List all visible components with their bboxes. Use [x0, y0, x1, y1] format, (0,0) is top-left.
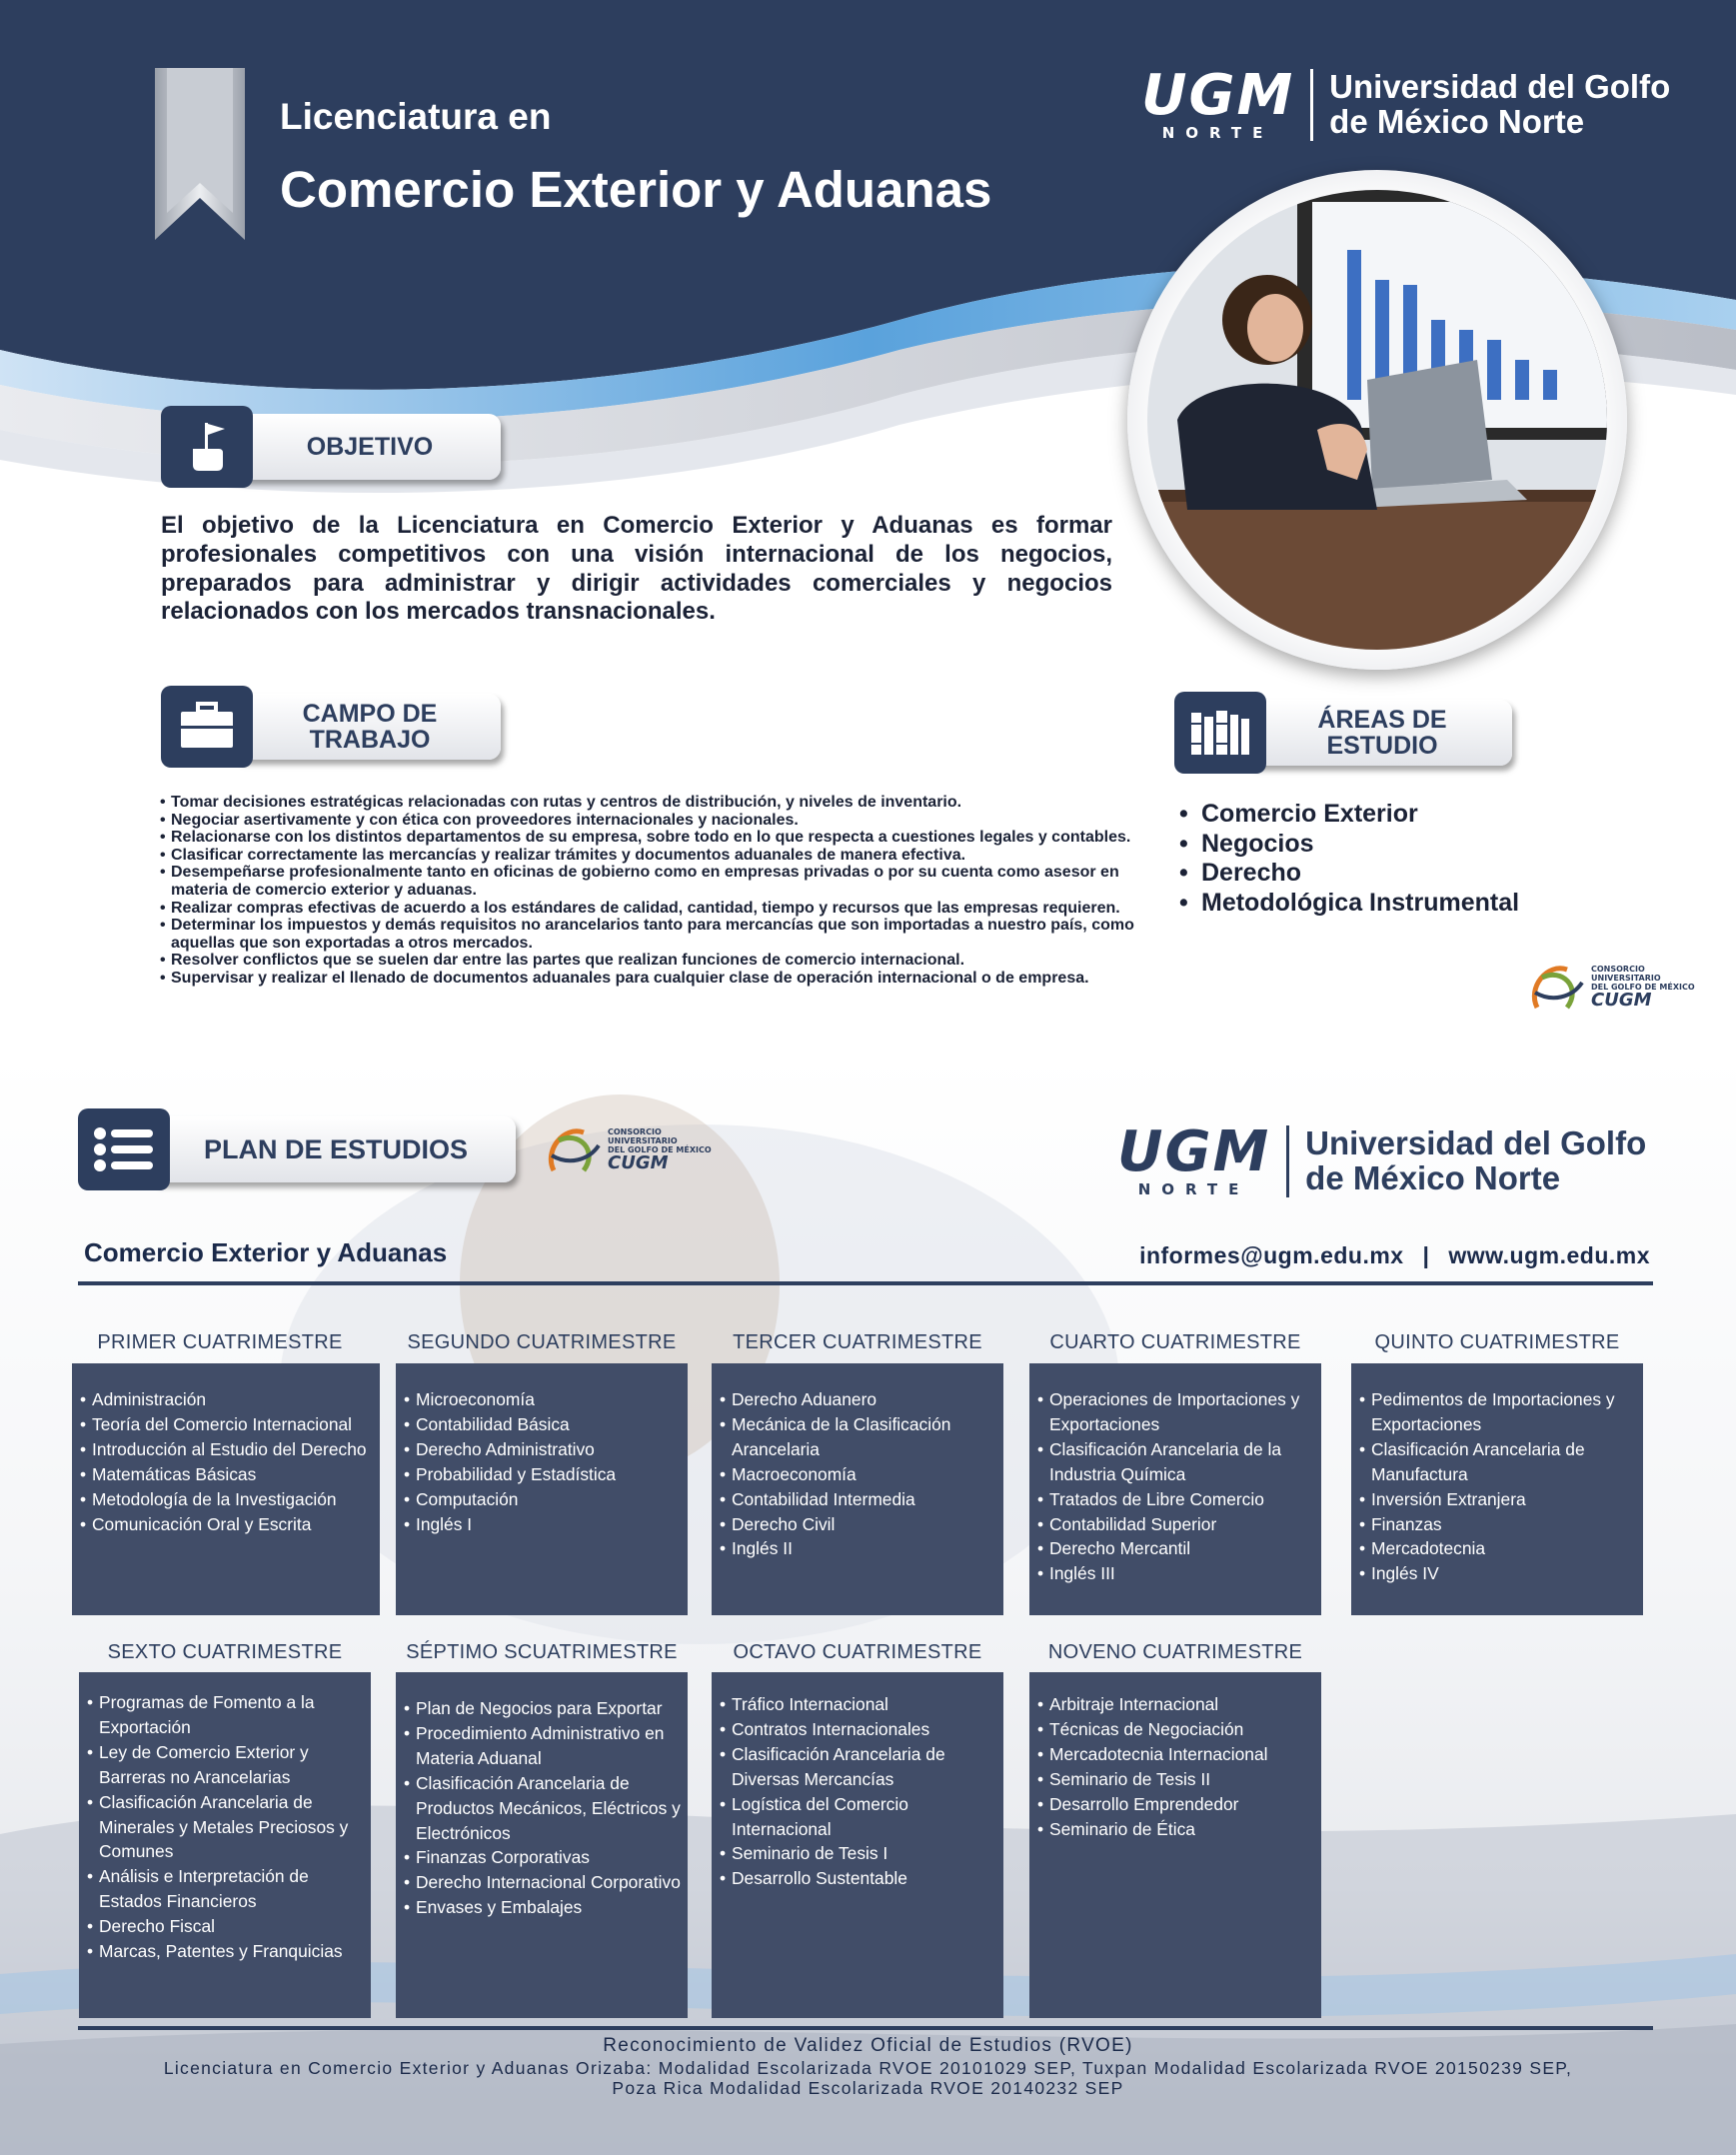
subject-item: • Marcas, Patentes y Franquicias	[79, 1939, 371, 1964]
cugm-swirl-icon	[544, 1120, 604, 1178]
areas-title-line2: ESTUDIO	[1326, 732, 1438, 760]
cugm-brand: CUGM	[608, 1151, 669, 1173]
subject-item: • Contratos Internacionales	[712, 1717, 1003, 1742]
subject-item: • Mercadotecnia	[1351, 1536, 1643, 1561]
cuatrimestre-box	[396, 1672, 688, 2018]
subject-item: • Clasificación Arancelaria de Manufactura	[1351, 1437, 1643, 1487]
subject-item: • Contabilidad Básica	[396, 1412, 688, 1437]
logo-sub: NORTE	[1137, 1180, 1250, 1198]
logo-separator	[1310, 69, 1313, 141]
subject-item: • Clasificación Arancelaria de la Industria Química	[1029, 1437, 1321, 1487]
subject-list	[1029, 1692, 1321, 1841]
campo-title-line1: CAMPO DE	[302, 699, 438, 728]
campo-list	[160, 794, 1141, 988]
subject-list	[396, 1696, 688, 1920]
subject-list	[72, 1387, 380, 1536]
area-item: • Comercio Exterior	[1179, 800, 1519, 830]
plan-heading	[78, 1108, 516, 1190]
subject-item: • Matemáticas Básicas	[72, 1462, 380, 1487]
bookmark-ribbon-icon	[155, 68, 245, 240]
areas-heading	[1174, 692, 1512, 774]
subject-item: • Introducción al Estudio del Derecho	[72, 1437, 380, 1462]
flag-hand-icon	[161, 406, 253, 488]
cuatrimestre-box	[1029, 1363, 1321, 1615]
areas-list	[1179, 800, 1519, 918]
subject-item: • Derecho Aduanero	[712, 1387, 1003, 1412]
contact-info	[1139, 1242, 1650, 1269]
cuatrimestre-box	[396, 1363, 688, 1615]
subject-item: • Derecho Internacional Corporativo	[396, 1870, 688, 1895]
university-name	[1305, 1123, 1647, 1196]
subject-item: • Mecánica de la Clasificación Arancelaria	[712, 1412, 1003, 1462]
rvoe-line2: Poza Rica Modalidad Escolarizada RVOE 20140232 SEP	[612, 2078, 1124, 2098]
subject-item: • Comunicación Oral y Escrita	[72, 1512, 380, 1537]
subject-item: • Teoría del Comercio Internacional	[72, 1412, 380, 1437]
campo-heading	[161, 686, 501, 768]
subject-item: • Metodología de la Investigación	[72, 1487, 380, 1512]
area-item: • Metodológica Instrumental	[1179, 889, 1519, 919]
subject-list	[79, 1690, 371, 1964]
cugm-line3: DEL GOLFO DE MÉXICO	[1591, 982, 1695, 992]
subject-item: • Clasificación Arancelaria de Minerales y Metales Preciosos y Comunes	[79, 1790, 371, 1865]
study-plan-section	[0, 1055, 1736, 2155]
cuatrimestre-title: OCTAVO CUATRIMESTRE	[733, 1641, 982, 1663]
subject-item: • Inglés II	[712, 1536, 1003, 1561]
plan-button-label: PLAN DE ESTUDIOS	[156, 1116, 516, 1182]
subject-item: • Operaciones de Importaciones y Exportaciones	[1029, 1387, 1321, 1437]
subject-item: • Mercadotecnia Internacional	[1029, 1742, 1321, 1767]
cugm-line1: CONSORCIO	[1591, 964, 1645, 974]
subject-item: • Computación	[396, 1487, 688, 1512]
campo-item: • Determinar los impuestos y demás requisitos no arancelarios tanto para mercancías que son importadas a nuestro país, como aquellas que son exportadas a otros mercados.	[160, 917, 1141, 952]
briefcase-icon	[161, 686, 253, 768]
subject-item: • Ley de Comercio Exterior y Barreras no Arancelarias	[79, 1740, 371, 1790]
subject-item: • Derecho Fiscal	[79, 1914, 371, 1939]
cugm-text	[1591, 965, 1695, 1010]
cuatrimestre-box	[712, 1672, 1003, 2018]
subject-item: • Inglés III	[1029, 1561, 1321, 1586]
campo-item: • Supervisar y realizar el llenado de documentos aduanales para cualquier clase de operación internacional o de empresa.	[160, 970, 1141, 988]
footer-rule	[78, 2026, 1653, 2030]
cuatrimestre-title: NOVENO CUATRIMESTRE	[1047, 1641, 1303, 1663]
cuatrimestre-title: QUINTO CUATRIMESTRE	[1374, 1331, 1620, 1353]
subject-item: • Derecho Mercantil	[1029, 1536, 1321, 1561]
cugm-text-2	[608, 1127, 712, 1172]
subject-item: • Arbitraje Internacional	[1029, 1692, 1321, 1717]
cugm-logo-2	[544, 1120, 712, 1178]
cuatrimestre-title: PRIMER CUATRIMESTRE	[97, 1331, 343, 1353]
cugm-line1: CONSORCIO	[608, 1126, 662, 1136]
logo-letters: UGM	[1117, 1119, 1271, 1184]
subject-item: • Seminario de Ética	[1029, 1817, 1321, 1842]
objetivo-title: OBJETIVO	[239, 414, 501, 480]
subject-item: • Clasificación Arancelaria de Productos Mecánicos, Eléctricos y Electrónicos	[396, 1771, 688, 1846]
campo-item: • Negociar asertivamente y con ética con proveedores internacionales y nacionales.	[160, 812, 1141, 830]
campo-item: • Clasificar correctamente las mercancías y realizar trámites y documentos aduanales de manera efectiva.	[160, 847, 1141, 865]
subject-item: • Análisis e Interpretación de Estados Financieros	[79, 1864, 371, 1914]
cuatrimestre-title: CUARTO CUATRIMESTRE	[1049, 1331, 1301, 1353]
subject-list	[396, 1387, 688, 1536]
hero-photo-frame	[1127, 170, 1627, 670]
university-logo-bottom	[1117, 1119, 1647, 1198]
subject-item: • Clasificación Arancelaria de Diversas Mercancías	[712, 1742, 1003, 1792]
subject-item: • Desarrollo Sustentable	[712, 1866, 1003, 1891]
university-name	[1329, 67, 1671, 140]
contact-website[interactable]: www.ugm.edu.mx	[1448, 1242, 1650, 1268]
cugm-line2: UNIVERSITARIO	[1591, 973, 1661, 983]
subject-item: • Derecho Civil	[712, 1512, 1003, 1537]
cuatrimestre-box	[79, 1672, 371, 2018]
area-item: • Negocios	[1179, 830, 1519, 860]
program-name: Comercio Exterior y Aduanas	[280, 161, 992, 218]
subject-list	[712, 1692, 1003, 1891]
cugm-line3: DEL GOLFO DE MÉXICO	[608, 1144, 712, 1154]
campo-item: • Desempeñarse profesionalmente tanto en oficinas de gobierno como en empresas privadas o por su cuenta como asesor en materia de comercio exterior y aduanas.	[160, 864, 1141, 899]
area-item: • Derecho	[1179, 859, 1519, 889]
subject-item: • Inglés I	[396, 1512, 688, 1537]
subject-item: • Contabilidad Intermedia	[712, 1487, 1003, 1512]
hero-photo	[1147, 190, 1607, 650]
university-logo	[1141, 63, 1671, 142]
subject-item: • Finanzas	[1351, 1512, 1643, 1537]
cuatrimestre-title: SÉPTIMO SCUATRIMESTRE	[406, 1641, 678, 1663]
cuatrimestre-box	[1029, 1672, 1321, 2018]
ugm-logo-mark	[1117, 1119, 1271, 1198]
subject-item: • Microeconomía	[396, 1387, 688, 1412]
objetivo-heading	[161, 406, 501, 488]
program-prefix: Licenciatura en	[280, 96, 552, 137]
cuatrimestre-box	[72, 1363, 380, 1615]
subject-item: • Administración	[72, 1387, 380, 1412]
subject-list	[1351, 1387, 1643, 1586]
rvoe-title: Reconocimiento de Validez Oficial de Estudios (RVOE)	[603, 2035, 1133, 2056]
header-rule	[78, 1281, 1653, 1285]
areas-title	[1252, 700, 1512, 766]
subject-item: • Desarrollo Emprendedor	[1029, 1792, 1321, 1817]
subject-item: • Envases y Embalajes	[396, 1895, 688, 1920]
campo-item: • Resolver conflictos que se suelen dar entre las partes que realizan funciones de comercio internacional.	[160, 952, 1141, 970]
subject-item: • Derecho Administrativo	[396, 1437, 688, 1462]
contact-divider: |	[1422, 1242, 1430, 1268]
subject-list	[1029, 1387, 1321, 1586]
list-icon	[78, 1108, 170, 1190]
plan-program-title: Comercio Exterior y Aduanas	[84, 1237, 448, 1267]
cuatrimestre-title: SEGUNDO CUATRIMESTRE	[407, 1331, 677, 1353]
campo-title	[239, 694, 501, 760]
cuatrimestre-title: TERCER CUATRIMESTRE	[733, 1331, 982, 1353]
logo-sub: NORTE	[1161, 124, 1274, 142]
businesswoman-laptop-illustration	[1147, 190, 1607, 650]
subject-item: • Probabilidad y Estadística	[396, 1462, 688, 1487]
rvoe-line1: Licenciatura en Comercio Exterior y Aduanas Orizaba: Modalidad Escolarizada RVOE 20101029 SEP, Tuxpan Modalidad Escolarizada RVOE 20150239 SEP,	[163, 2058, 1573, 2078]
books-icon	[1174, 692, 1266, 774]
areas-title-line1: ÁREAS DE	[1317, 705, 1447, 734]
subject-item: • Programas de Fomento a la Exportación	[79, 1690, 371, 1740]
cuatrimestre-box	[1351, 1363, 1643, 1615]
campo-item: • Relacionarse con los distintos departamentos de su empresa, sobre todo en lo que respecta a cuestiones legales y contables.	[160, 829, 1141, 847]
university-name-line1: Universidad del Golfo	[1305, 1123, 1647, 1161]
subject-item: • Pedimentos de Importaciones y Exportaciones	[1351, 1387, 1643, 1437]
campo-item: • Tomar decisiones estratégicas relacionadas con rutas y centros de distribución, y niveles de inventario.	[160, 794, 1141, 812]
objetivo-text: El objetivo de la Licenciatura en Comercio Exterior y Aduanas es formar profesionales competitivos con una visión internacional de los negocios, preparados para administrar y dirigir actividades comerciales y negocios relacionados con los mercados transnacionales.	[161, 512, 1112, 626]
campo-item: • Realizar compras efectivas de acuerdo a los estándares de calidad, cantidad, tiempo y recursos que las empresas requieren.	[160, 900, 1141, 918]
subject-item: • Seminario de Tesis I	[712, 1841, 1003, 1866]
cuatrimestre-box	[712, 1363, 1003, 1615]
university-name-line1: Universidad del Golfo	[1329, 67, 1671, 105]
cugm-logo	[1527, 958, 1695, 1016]
cugm-swirl-icon	[1527, 958, 1587, 1016]
subject-item: • Procedimiento Administrativo en Materia Aduanal	[396, 1721, 688, 1771]
subject-item: • Tráfico Internacional	[712, 1692, 1003, 1717]
subject-item: • Macroeconomía	[712, 1462, 1003, 1487]
subject-item: • Inversión Extranjera	[1351, 1487, 1643, 1512]
subject-item: • Plan de Negocios para Exportar	[396, 1696, 688, 1721]
subject-item: • Finanzas Corporativas	[396, 1845, 688, 1870]
ugm-logo-mark	[1141, 63, 1295, 142]
campo-title-line2: TRABAJO	[309, 726, 431, 754]
logo-separator	[1286, 1125, 1289, 1197]
university-name-line2: de México Norte	[1305, 1158, 1561, 1196]
top-section	[0, 0, 1736, 1055]
subject-list	[712, 1387, 1003, 1561]
subject-item: • Contabilidad Superior	[1029, 1512, 1321, 1537]
contact-email[interactable]: informes@ugm.edu.mx	[1139, 1242, 1404, 1268]
subject-item: • Seminario de Tesis II	[1029, 1767, 1321, 1792]
subject-item: • Tratados de Libre Comercio	[1029, 1487, 1321, 1512]
subject-item: • Logística del Comercio Internacional	[712, 1792, 1003, 1842]
cuatrimestre-title: SEXTO CUATRIMESTRE	[107, 1641, 343, 1663]
cugm-brand: CUGM	[1591, 989, 1652, 1011]
logo-letters: UGM	[1141, 63, 1295, 128]
subject-item: • Técnicas de Negociación	[1029, 1717, 1321, 1742]
subject-item: • Inglés IV	[1351, 1561, 1643, 1586]
cugm-line2: UNIVERSITARIO	[608, 1135, 678, 1145]
university-name-line2: de México Norte	[1329, 102, 1585, 140]
